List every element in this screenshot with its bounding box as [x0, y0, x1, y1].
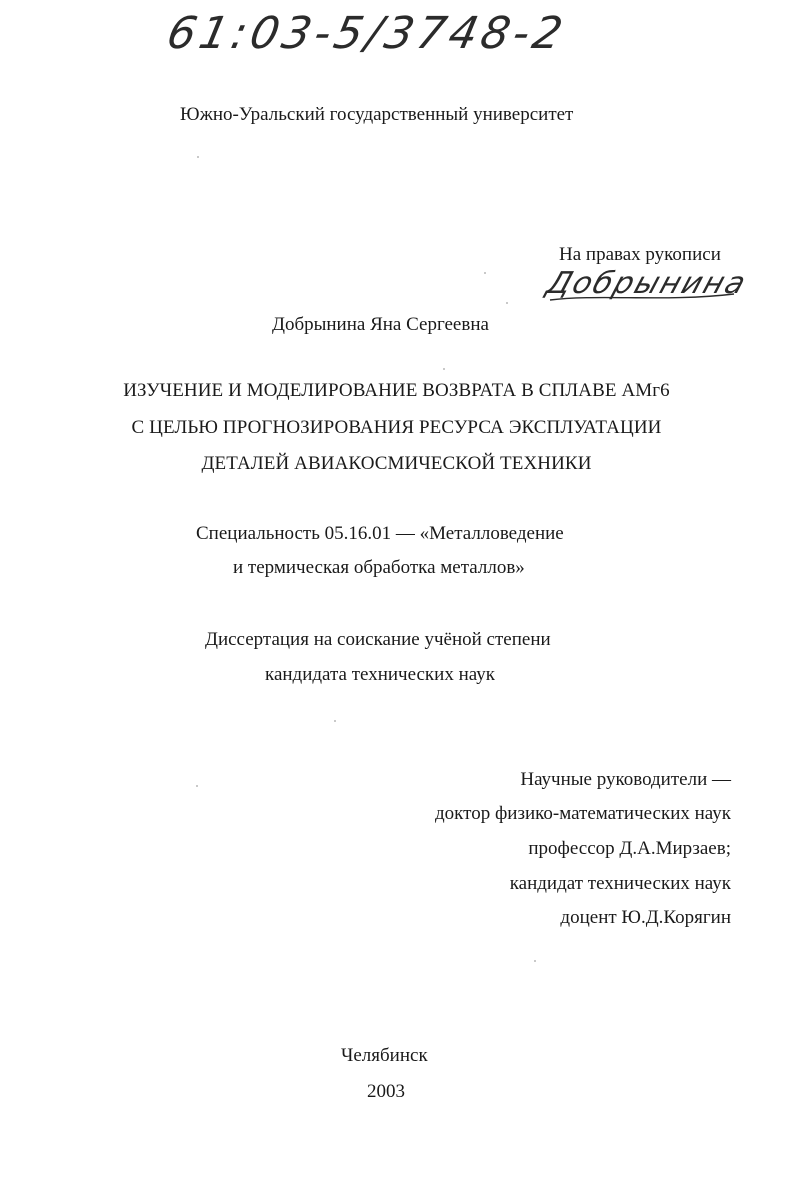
title-line-3: ДЕТАЛЕЙ АВИАКОСМИЧЕСКОЙ ТЕХНИКИ: [201, 453, 592, 474]
title-line-2: С ЦЕЛЬЮ ПРОГНОЗИРОВАНИЯ РЕСУРСА ЭКСПЛУАТАЦИИ: [131, 417, 662, 438]
archive-code-handwritten: 61:03-5/3748-2: [162, 8, 571, 59]
degree-line-1: Диссертация на соискание учёной степени: [205, 629, 551, 650]
scan-speck: [334, 720, 336, 722]
supervisors-heading: Научные руководители —: [520, 769, 731, 790]
specialty-line-2: и термическая обработка металлов»: [233, 557, 525, 578]
city: Челябинск: [341, 1045, 428, 1066]
university-name: Южно-Уральский государственный университет: [180, 104, 574, 125]
supervisor-1-name: профессор Д.А.Мирзаев;: [528, 838, 731, 859]
title-line-1: ИЗУЧЕНИЕ И МОДЕЛИРОВАНИЕ ВОЗВРАТА В СПЛАВЕ АМг6: [123, 380, 670, 401]
degree-line-2: кандидата технических наук: [265, 664, 495, 685]
signature-underline: [548, 288, 738, 304]
scan-speck: [484, 272, 486, 274]
year: 2003: [367, 1081, 405, 1102]
manuscript-note: На правах рукописи: [559, 244, 721, 265]
scan-speck: [443, 368, 445, 370]
author-name: Добрынина Яна Сергеевна: [272, 314, 489, 335]
scan-speck: [534, 960, 536, 962]
supervisor-1-degree: доктор физико-математических наук: [435, 803, 731, 824]
scan-speck: [196, 785, 198, 787]
supervisor-2-name: доцент Ю.Д.Корягин: [560, 907, 731, 928]
scan-speck: [197, 156, 199, 158]
specialty-line-1: Специальность 05.16.01 — «Металловедение: [196, 523, 564, 544]
scan-speck: [506, 302, 508, 304]
supervisor-2-degree: кандидат технических наук: [509, 873, 731, 894]
author-signature: Добрынина: [542, 266, 752, 301]
